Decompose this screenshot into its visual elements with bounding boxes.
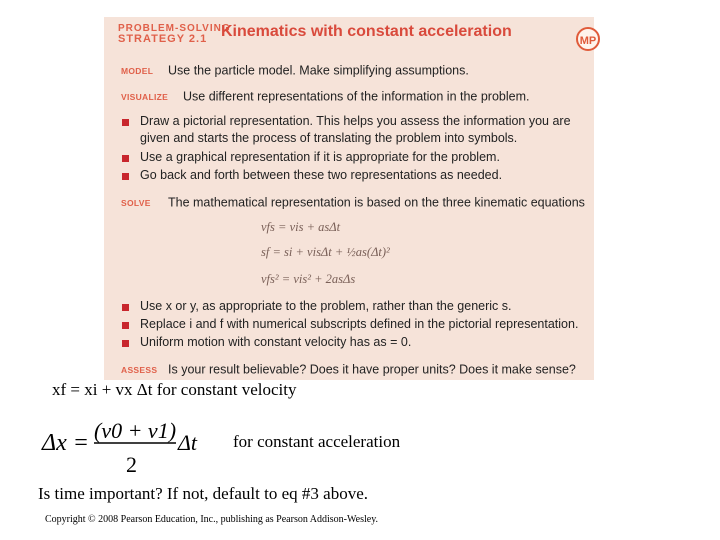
assess-row <box>121 360 576 379</box>
formula-numerator: (v0 + v1) <box>94 418 177 443</box>
equation-2: sf = si + visΔt + ½as(Δt)² <box>261 245 390 259</box>
strategy-title: Kinematics with constant acceleration <box>221 23 512 40</box>
visualize-bullet-3-text: Go back and forth between these two representations as needed. <box>140 168 503 182</box>
bullet-square-icon <box>122 173 129 180</box>
visualize-bullet-3 <box>121 167 581 184</box>
solve-bullet-3 <box>121 334 581 351</box>
solve-text: The mathematical representation is based on the three kinematic equations <box>168 195 585 210</box>
solve-row <box>121 193 585 212</box>
time-question-line: Is time important? If not, default to eq #3 above. <box>38 484 368 503</box>
model-label: MODEL <box>121 65 154 76</box>
strategy-header <box>104 17 597 63</box>
equation-1: vfs = vis + asΔt <box>261 220 341 234</box>
solve-bullet-1 <box>121 298 581 315</box>
visualize-bullet-1-text: Draw a pictorial representation. This helps you assess the information you are given and starts the process of translating the problem into symbols. <box>140 114 571 145</box>
visualize-bullet-2-text: Use a graphical representation if it is appropriate for the problem. <box>140 150 500 164</box>
formula-denominator: 2 <box>126 452 137 477</box>
bullet-square-icon <box>122 340 129 347</box>
solve-bullet-2 <box>121 316 581 333</box>
model-text: Use the particle model. Make simplifying assumptions. <box>168 63 469 78</box>
bullet-square-icon <box>122 155 129 162</box>
assess-label: ASSESS <box>121 364 158 375</box>
average-velocity-formula <box>40 412 220 480</box>
solve-label: SOLVE <box>121 197 151 208</box>
visualize-bullet-2 <box>121 149 581 166</box>
formula-lhs: Δx = <box>42 430 89 456</box>
constant-velocity-line: xf = xi + vx Δt for constant velocity <box>52 380 297 399</box>
bullet-square-icon <box>122 304 129 311</box>
equation-3: vfs² = vis² + 2asΔs <box>261 272 356 286</box>
constant-acceleration-label: for constant acceleration <box>233 432 401 451</box>
formula-rhs: Δt <box>178 430 198 455</box>
solve-bullet-1-text: Use x or y, as appropriate to the problem, rather than the generic s. <box>140 299 512 313</box>
visualize-bullet-1 <box>121 113 581 147</box>
strategy-tag-line2: STRATEGY 2.1 <box>118 33 208 45</box>
bullet-square-icon <box>122 119 129 126</box>
model-row <box>121 61 469 80</box>
solve-bullet-3-text: Uniform motion with constant velocity has as = 0. <box>140 335 412 349</box>
assess-text: Is your result believable? Does it have proper units? Does it make sense? <box>168 362 576 377</box>
solve-bullet-2-text: Replace i and f with numerical subscripts defined in the pictorial representation. <box>140 317 579 331</box>
strategy-tag-line1: PROBLEM-SOLVING <box>118 23 231 34</box>
visualize-label: VISUALIZE <box>121 91 169 102</box>
visualize-row <box>121 87 530 106</box>
visualize-text: Use different representations of the information in the problem. <box>183 89 530 104</box>
strategy-box <box>104 17 597 380</box>
bullet-square-icon <box>122 322 129 329</box>
mp-badge-icon: MP <box>576 27 600 51</box>
strategy-tag <box>118 23 231 45</box>
copyright-notice: Copyright © 2008 Pearson Education, Inc., publishing as Pearson Addison-Wesley. <box>45 514 379 525</box>
